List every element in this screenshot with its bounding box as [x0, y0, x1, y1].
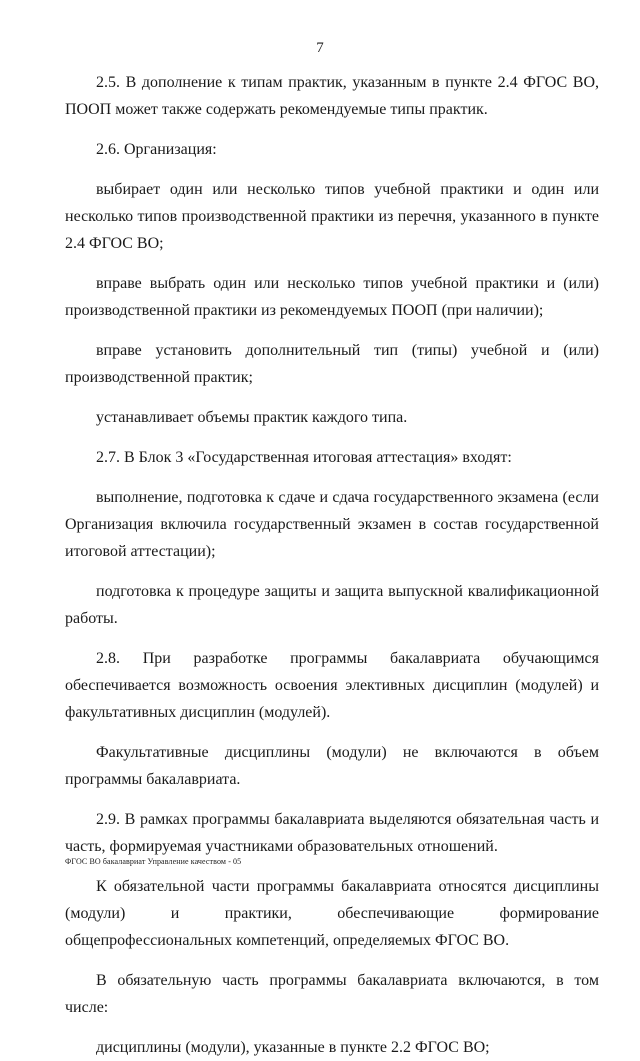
list-item-practice-volume: устанавливает объемы практик каждого типа.: [96, 409, 408, 426]
paragraph-2-8: 2.8. При разработке программы бакалавриата обучающимся обеспечивается возможность освоения элективных дисциплин (модулей) и факультативных дисциплин (модулей).: [65, 650, 599, 721]
paragraph-mandatory-includes: В обязательную часть программы бакалавриата включаются, в том числе:: [65, 972, 599, 1016]
list-item-recommended-practice: вправе выбрать один или несколько типов учебной практики и (или) производственной практики из рекомендуемых ПООП (при наличии);: [65, 275, 599, 319]
list-item-choose-practice-types: выбирает один или несколько типов учебной практики и один или несколько типов производственной практики из перечня, указанного в пункте 2.4 ФГОС ВО;: [65, 181, 599, 252]
paragraph-2-9: 2.9. В рамках программы бакалавриата выделяются обязательная часть и часть, формируемая участниками образовательных отношений.: [65, 811, 599, 855]
page-footer: ФГОС ВО бакалавриат Управление качеством - 05: [65, 857, 242, 866]
list-item-thesis-defense: подготовка к процедуре защиты и защита выпускной квалификационной работы.: [65, 583, 599, 627]
list-item-additional-practice-type: вправе установить дополнительный тип (типы) учебной и (или) производственной практик;: [65, 342, 599, 386]
page-number: 7: [316, 40, 324, 56]
paragraph-mandatory-part: К обязательной части программы бакалавриата относятся дисциплины (модули) и практики, обеспечивающие формирование общепрофессиональных компетенций, определяемых ФГОС ВО.: [65, 878, 599, 949]
paragraph-2-5: 2.5. В дополнение к типам практик, указанным в пункте 2.4 ФГОС ВО, ПООП может также содержать рекомендуемые типы практик.: [65, 74, 599, 118]
list-item-state-exam: выполнение, подготовка к сдаче и сдача государственного экзамена (если Организация включила государственный экзамен в состав государственной итоговой аттестации);: [65, 489, 599, 560]
list-item-disciplines-2-2: дисциплины (модули), указанные в пункте 2.2 ФГОС ВО;: [96, 1039, 490, 1056]
paragraph-2-7-heading: 2.7. В Блок 3 «Государственная итоговая аттестация» входят:: [96, 449, 512, 466]
paragraph-optional-disciplines: Факультативные дисциплины (модули) не включаются в объем программы бакалавриата.: [65, 744, 599, 788]
paragraph-2-6-heading: 2.6. Организация:: [96, 141, 217, 158]
document-body: [65, 69, 599, 1061]
